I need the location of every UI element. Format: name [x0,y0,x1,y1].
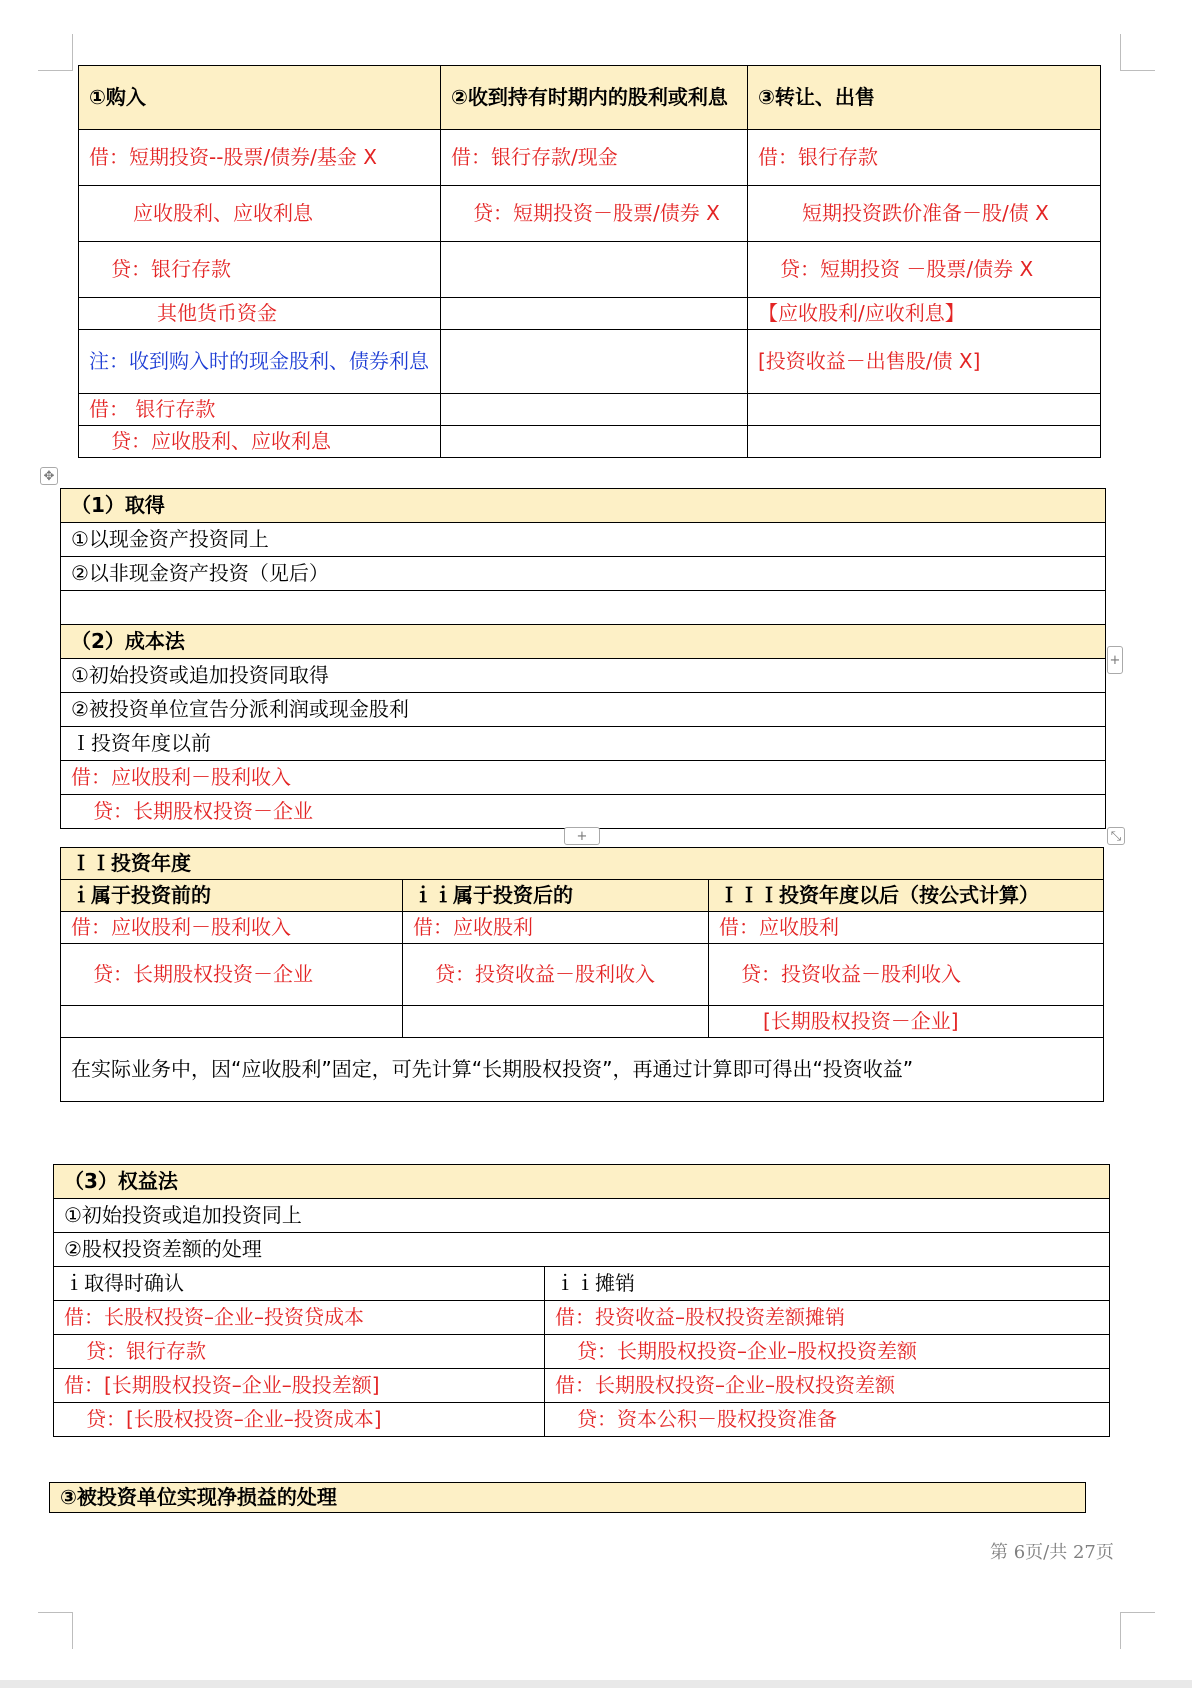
row: 借：应收股利－股利收入 [61,761,1106,795]
page-number: 第 6页/共 27页 [990,1542,1114,1563]
cell: 借：银行存款/现金 [441,130,748,186]
add-row-button[interactable]: + [564,827,600,845]
cell: 贷：投资收益－股利收入 [403,944,709,1006]
cell: 借：投资收益–股权投资差额摊销 [545,1301,1110,1335]
cell [441,330,748,394]
row: 贷：长期股权投资－企业 [61,795,1106,829]
crop-mark-top-left [38,34,73,71]
crop-mark-bottom-left [38,1612,73,1649]
row: ①初始投资或追加投资同取得 [61,659,1106,693]
cell: [投资收益－出售股/债 X] [748,330,1101,394]
cell: 借：[长期股权投资–企业–股投差额] [54,1369,545,1403]
cell: 贷：短期投资 －股票/债券 X [748,242,1101,298]
cell: 贷：投资收益－股利收入 [709,944,1104,1006]
row: ②股权投资差额的处理 [54,1233,1110,1267]
cell: 借：短期投资--股票/债券/基金 X [79,130,441,186]
cell: 贷：长期股权投资－企业 [61,944,403,1006]
cell: 借：应收股利－股利收入 [61,912,403,944]
cell [441,426,748,458]
table-equity-method [53,1164,1110,1437]
cell: 借：长期股权投资–企业–股权投资差额 [545,1369,1110,1403]
cell: 贷：资本公积－股权投资准备 [545,1403,1110,1437]
cell: 贷：银行存款 [54,1335,545,1369]
page-bottom-edge [0,1680,1192,1688]
add-column-button[interactable]: + [1107,646,1123,674]
header-sale: ③转让、出售 [748,66,1101,130]
note-cell: 注：收到购入时的现金股利、债券利息 [79,330,441,394]
row: Ｉ投资年度以前 [61,727,1106,761]
table-short-term-investment [78,65,1101,458]
crop-mark-bottom-right [1120,1612,1155,1649]
section-title: ③被投资单位实现净损益的处理 [50,1483,1086,1513]
cell [441,242,748,298]
column-header: ｉｉ属于投资后的 [403,880,709,912]
cell: 贷：应收股利、应收利息 [79,426,441,458]
note-row: 在实际业务中，因“应收股利”固定，可先计算“长期股权投资”，再通过计算即可得出“投资收益” [61,1038,1104,1102]
column-header: ＩＩＩ投资年度以后（按公式计算） [709,880,1104,912]
row: ②被投资单位宣告分派利润或现金股利 [61,693,1106,727]
cell [403,1006,709,1038]
cell: 贷：短期投资－股票/债券 X [441,186,748,242]
cell [748,426,1101,458]
row [61,591,1106,625]
cell: 其他货币资金 [79,298,441,330]
cell: 短期投资跌价准备－股/债 X [748,186,1101,242]
cell: 贷：银行存款 [79,242,441,298]
cell [748,394,1101,426]
cell: 借：长股权投资–企业–投资贷成本 [54,1301,545,1335]
table-move-icon[interactable]: ✥ [40,467,58,485]
cell [441,394,748,426]
row: ②以非现金资产投资（见后） [61,557,1106,591]
cell: 应收股利、应收利息 [79,186,441,242]
resize-table-icon[interactable]: ⤡ [1107,827,1125,845]
column-header: ｉ属于投资前的 [61,880,403,912]
section-title: （2）成本法 [61,625,1106,659]
cell: [长期股权投资－企业] [709,1006,1104,1038]
cell: 【应收股利/应收利息】 [748,298,1101,330]
cell: 贷：长期股权投资–企业–股权投资差额 [545,1335,1110,1369]
cell: 贷：[长股权投资–企业–投资成本] [54,1403,545,1437]
cell: ｉ取得时确认 [54,1267,545,1301]
section-title: （1）取得 [61,489,1106,523]
crop-mark-top-right [1120,34,1155,71]
header-purchase: ①购入 [79,66,441,130]
cell: 借：应收股利 [403,912,709,944]
row: ①以现金资产投资同上 [61,523,1106,557]
section-title: （3）权益法 [54,1165,1110,1199]
cell [61,1006,403,1038]
cell: 借：银行存款 [748,130,1101,186]
cell [441,298,748,330]
table-long-term-equity [60,488,1106,829]
table-investment-year [60,847,1104,1102]
cell: 借：应收股利 [709,912,1104,944]
cell: ｉｉ摊销 [545,1267,1110,1301]
row: ①初始投资或追加投资同上 [54,1199,1110,1233]
section-title: ＩＩ投资年度 [61,848,1104,880]
header-dividend: ②收到持有时期内的股利或利息 [441,66,748,130]
table-net-profit-loss [49,1482,1086,1513]
cell: 借： 银行存款 [79,394,441,426]
